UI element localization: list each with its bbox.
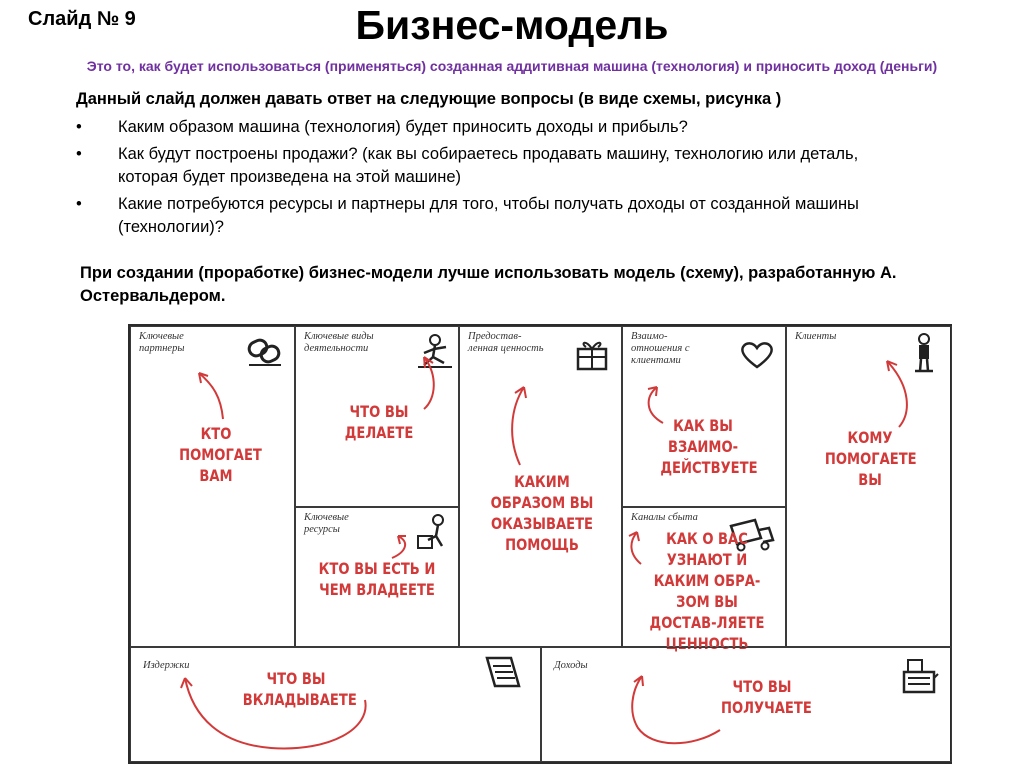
handwritten-prompt: КОМУ ПОМОГАЕТЕ ВЫ [824,428,917,489]
handwritten-prompt: КАКИМ ОБРАЗОМ ВЫ ОКАЗЫВАЕТЕ ПОМОЩЬ [490,472,594,554]
list-item [76,116,916,139]
question-text: Как будут построены продажи? (как вы собираетесь продавать машину, технологию или деталь, которая будет произведена на этой машине) [118,145,859,186]
handwritten-prompt: КАК ВЫ ВЗАИМО-ДЕЙСТВУЕТЕ [660,416,758,477]
arrow-icon [623,508,787,648]
cell-label: Ключевые виды деятельности [304,331,374,354]
cell-value-proposition [459,326,622,647]
handwritten-prompt: ЧТО ВЫ ВКЛАДЫВАЕТЕ [242,669,357,709]
arrow-icon [131,327,296,648]
question-text: Каким образом машина (технология) будет приносить доходы и прибыль? [118,118,688,136]
cell-label: Издержки [143,660,190,671]
arrow-icon [296,508,460,648]
bullet-dot: • [76,118,82,136]
cell-label: Каналы сбыта [631,512,698,523]
arrow-icon [787,327,953,648]
cell-key-activities [295,326,459,507]
conclusion-text: При создании (проработке) бизнес-модели лучше использовать модель (схему), разработанную А. Остервальдером. [80,264,897,305]
business-model-canvas [128,324,952,764]
handwritten-prompt: КТО ПОМОГАЕТ ВАМ [179,424,262,485]
list-item [76,143,916,189]
cell-cost-structure [130,647,541,762]
cell-label: Доходы [554,660,588,671]
arrow-icon [542,648,953,763]
handwritten-prompt: ЧТО ВЫ ДЕЛАЕТЕ [344,402,414,442]
cell-label: Ключевые ресурсы [304,512,349,535]
cell-key-partners [130,326,295,647]
arrow-icon [623,327,787,508]
cell-key-resources [295,507,459,647]
bullet-dot: • [76,145,82,163]
handwritten-prompt: ЧТО ВЫ ПОЛУЧАЕТЕ [721,677,812,717]
question-list [76,116,916,243]
cell-revenue-streams [541,647,952,762]
cell-label: Ключевые партнеры [139,331,185,354]
slide-title: Бизнес-модель [355,2,669,48]
handwritten-prompt: КТО ВЫ ЕСТЬ И ЧЕМ ВЛАДЕЕТЕ [318,559,436,599]
cell-customer-segments [786,326,952,647]
cell-channels [622,507,786,653]
intro-text: Данный слайд должен давать ответ на следующие вопросы (в виде схемы, рисунка ) [76,90,782,108]
slide-subtitle: Это то, как будет использоваться (применяться) созданная аддитивная машина (технология) и приносить доход (деньги) [86,58,938,74]
question-text: Какие потребуются ресурсы и партнеры для того, чтобы получать доходы от созданной машины (технологии)? [118,195,859,236]
cell-label: Взаимо-отношения с клиентами [631,331,690,366]
list-item [76,193,916,239]
handwritten-prompt: КАК О ВАС УЗНАЮТ И КАКИМ ОБРА-ЗОМ ВЫ ДОСТАВ-ЛЯЕТЕ ЦЕННОСТЬ [649,529,765,653]
arrow-icon [131,648,542,763]
cell-label: Предостав-ленная ценность [468,331,544,354]
cell-label: Клиенты [795,331,837,342]
slide-number: Слайд № 9 [28,8,136,30]
arrow-icon [296,327,460,508]
arrow-icon [460,327,623,648]
bullet-dot: • [76,195,82,213]
cell-customer-relationships [622,326,786,507]
